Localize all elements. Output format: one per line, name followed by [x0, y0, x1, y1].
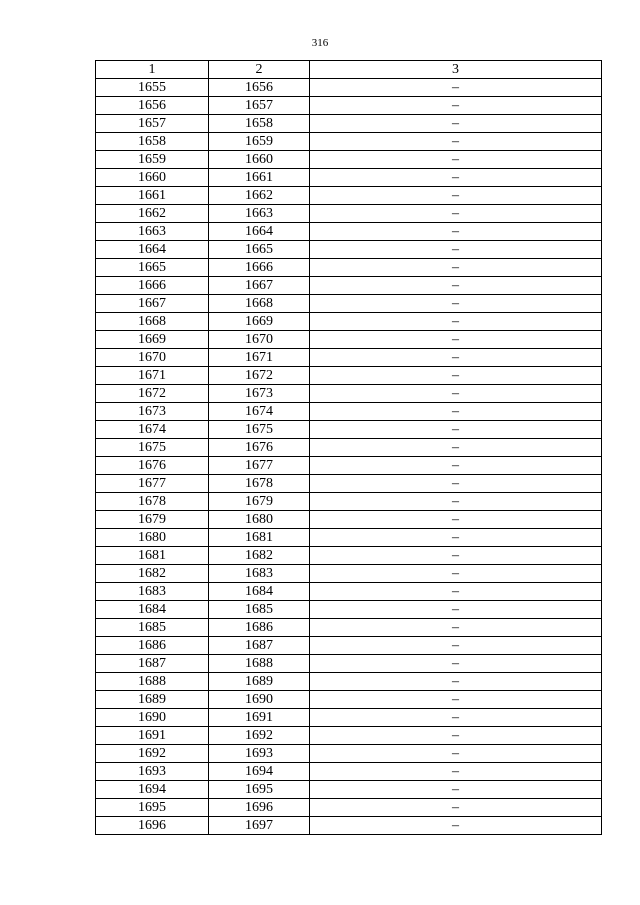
- table-row: [96, 763, 602, 781]
- table-cell-col-1: 1670: [96, 349, 209, 367]
- table-row: [96, 655, 602, 673]
- table-cell-col-1: 1681: [96, 547, 209, 565]
- table-cell-col-1: 1685: [96, 619, 209, 637]
- table-cell-col-3: –: [310, 385, 602, 403]
- table-cell-col-1: 1686: [96, 637, 209, 655]
- table-row: [96, 745, 602, 763]
- table-cell-col-3: –: [310, 709, 602, 727]
- table-cell-col-3: –: [310, 367, 602, 385]
- table-cell-col-3: –: [310, 457, 602, 475]
- table-row: [96, 313, 602, 331]
- table-cell-col-3: –: [310, 277, 602, 295]
- table-cell-col-2: 1675: [209, 421, 310, 439]
- table-body: [96, 79, 602, 835]
- table-cell-col-3: –: [310, 223, 602, 241]
- table-row: [96, 97, 602, 115]
- table-row: [96, 529, 602, 547]
- table-cell-col-2: 1676: [209, 439, 310, 457]
- table-cell-col-1: 1659: [96, 151, 209, 169]
- table-cell-col-2: 1660: [209, 151, 310, 169]
- table-cell-col-2: 1694: [209, 763, 310, 781]
- table-cell-col-2: 1696: [209, 799, 310, 817]
- table-cell-col-3: –: [310, 259, 602, 277]
- table-cell-col-2: 1658: [209, 115, 310, 133]
- table-cell-col-3: –: [310, 691, 602, 709]
- table-row: [96, 511, 602, 529]
- table-cell-col-3: –: [310, 313, 602, 331]
- table-row: [96, 493, 602, 511]
- table-cell-col-3: –: [310, 331, 602, 349]
- page-number: 316: [311, 37, 329, 49]
- data-table: [95, 60, 602, 835]
- table-row: [96, 151, 602, 169]
- table-cell-col-2: 1697: [209, 817, 310, 835]
- table-cell-col-2: 1673: [209, 385, 310, 403]
- table-cell-col-2: 1674: [209, 403, 310, 421]
- table-cell-col-2: 1657: [209, 97, 310, 115]
- table-row: [96, 601, 602, 619]
- table-cell-col-2: 1667: [209, 277, 310, 295]
- table-row: [96, 295, 602, 313]
- table-cell-col-1: 1667: [96, 295, 209, 313]
- table-row: [96, 799, 602, 817]
- table-cell-col-2: 1677: [209, 457, 310, 475]
- table-row: [96, 421, 602, 439]
- table-cell-col-1: 1671: [96, 367, 209, 385]
- table-cell-col-1: 1678: [96, 493, 209, 511]
- table-cell-col-3: –: [310, 619, 602, 637]
- table-cell-col-2: 1690: [209, 691, 310, 709]
- table-cell-col-3: –: [310, 565, 602, 583]
- table-cell-col-2: 1671: [209, 349, 310, 367]
- table-cell-col-1: 1668: [96, 313, 209, 331]
- table-cell-col-2: 1693: [209, 745, 310, 763]
- table-row: [96, 277, 602, 295]
- table-row: [96, 781, 602, 799]
- table-cell-col-1: 1696: [96, 817, 209, 835]
- table-row: [96, 619, 602, 637]
- table-row: [96, 457, 602, 475]
- table-cell-col-1: 1680: [96, 529, 209, 547]
- table-cell-col-1: 1661: [96, 187, 209, 205]
- table-cell-col-2: 1661: [209, 169, 310, 187]
- table-cell-col-1: 1692: [96, 745, 209, 763]
- table-cell-col-1: 1690: [96, 709, 209, 727]
- column-header-3: 3: [310, 61, 602, 79]
- column-header-1: 1: [96, 61, 209, 79]
- table-cell-col-1: 1687: [96, 655, 209, 673]
- table-row: [96, 169, 602, 187]
- table-cell-col-2: 1662: [209, 187, 310, 205]
- table-cell-col-3: –: [310, 817, 602, 835]
- table-cell-col-2: 1686: [209, 619, 310, 637]
- table-cell-col-1: 1684: [96, 601, 209, 619]
- table-cell-col-3: –: [310, 205, 602, 223]
- table-cell-col-3: –: [310, 79, 602, 97]
- table-cell-col-3: –: [310, 115, 602, 133]
- table-row: [96, 709, 602, 727]
- table-row: [96, 259, 602, 277]
- table-row: [96, 691, 602, 709]
- table-cell-col-3: –: [310, 673, 602, 691]
- table-row: [96, 367, 602, 385]
- table-cell-col-1: 1669: [96, 331, 209, 349]
- table-row: [96, 331, 602, 349]
- table-cell-col-1: 1657: [96, 115, 209, 133]
- table-row: [96, 403, 602, 421]
- table-row: [96, 475, 602, 493]
- table-row: [96, 241, 602, 259]
- table-cell-col-3: –: [310, 151, 602, 169]
- table-row: [96, 385, 602, 403]
- table-cell-col-1: 1658: [96, 133, 209, 151]
- table-cell-col-1: 1656: [96, 97, 209, 115]
- table-cell-col-3: –: [310, 727, 602, 745]
- table-row: [96, 133, 602, 151]
- table-cell-col-1: 1683: [96, 583, 209, 601]
- table-cell-col-3: –: [310, 637, 602, 655]
- table-cell-col-1: 1676: [96, 457, 209, 475]
- table-cell-col-3: –: [310, 655, 602, 673]
- table-cell-col-3: –: [310, 493, 602, 511]
- table-cell-col-2: 1669: [209, 313, 310, 331]
- table-cell-col-3: –: [310, 745, 602, 763]
- table-cell-col-1: 1675: [96, 439, 209, 457]
- table-cell-col-3: –: [310, 241, 602, 259]
- table-cell-col-2: 1683: [209, 565, 310, 583]
- table-cell-col-1: 1679: [96, 511, 209, 529]
- table-header: [96, 61, 602, 79]
- table-cell-col-1: 1693: [96, 763, 209, 781]
- table-cell-col-1: 1674: [96, 421, 209, 439]
- table-row: [96, 565, 602, 583]
- table-row: [96, 727, 602, 745]
- table-cell-col-1: 1666: [96, 277, 209, 295]
- table-cell-col-3: –: [310, 187, 602, 205]
- table-cell-col-2: 1695: [209, 781, 310, 799]
- table-cell-col-2: 1672: [209, 367, 310, 385]
- table-row: [96, 547, 602, 565]
- table-cell-col-3: –: [310, 601, 602, 619]
- table-cell-col-2: 1678: [209, 475, 310, 493]
- table-cell-col-3: –: [310, 349, 602, 367]
- table-cell-col-3: –: [310, 799, 602, 817]
- table-cell-col-2: 1682: [209, 547, 310, 565]
- table-cell-col-1: 1672: [96, 385, 209, 403]
- table-cell-col-1: 1695: [96, 799, 209, 817]
- table-cell-col-3: –: [310, 547, 602, 565]
- table-cell-col-3: –: [310, 295, 602, 313]
- table-cell-col-3: –: [310, 529, 602, 547]
- table-cell-col-2: 1659: [209, 133, 310, 151]
- table-cell-col-2: 1691: [209, 709, 310, 727]
- table-cell-col-2: 1688: [209, 655, 310, 673]
- table-cell-col-3: –: [310, 97, 602, 115]
- table-cell-col-1: 1660: [96, 169, 209, 187]
- table-cell-col-2: 1687: [209, 637, 310, 655]
- table-cell-col-3: –: [310, 781, 602, 799]
- table-cell-col-2: 1681: [209, 529, 310, 547]
- table-cell-col-1: 1655: [96, 79, 209, 97]
- table-cell-col-1: 1673: [96, 403, 209, 421]
- table-cell-col-1: 1688: [96, 673, 209, 691]
- column-header-2: 2: [209, 61, 310, 79]
- table-cell-col-3: –: [310, 421, 602, 439]
- table-cell-col-2: 1666: [209, 259, 310, 277]
- table-cell-col-1: 1664: [96, 241, 209, 259]
- table-cell-col-2: 1685: [209, 601, 310, 619]
- table-cell-col-2: 1656: [209, 79, 310, 97]
- table-row: [96, 205, 602, 223]
- table-row: [96, 349, 602, 367]
- table-cell-col-3: –: [310, 439, 602, 457]
- table-cell-col-3: –: [310, 763, 602, 781]
- header-row: [96, 61, 602, 79]
- table-cell-col-1: 1689: [96, 691, 209, 709]
- table-cell-col-1: 1691: [96, 727, 209, 745]
- table-cell-col-1: 1663: [96, 223, 209, 241]
- table-cell-col-3: –: [310, 403, 602, 421]
- table-cell-col-1: 1694: [96, 781, 209, 799]
- table-cell-col-2: 1668: [209, 295, 310, 313]
- table-cell-col-3: –: [310, 133, 602, 151]
- table-cell-col-2: 1664: [209, 223, 310, 241]
- table-cell-col-2: 1670: [209, 331, 310, 349]
- table-cell-col-2: 1680: [209, 511, 310, 529]
- table-cell-col-2: 1665: [209, 241, 310, 259]
- table-cell-col-3: –: [310, 475, 602, 493]
- table-row: [96, 817, 602, 835]
- table-row: [96, 637, 602, 655]
- table-row: [96, 187, 602, 205]
- table-cell-col-3: –: [310, 583, 602, 601]
- table-row: [96, 223, 602, 241]
- table-row: [96, 79, 602, 97]
- table-cell-col-2: 1679: [209, 493, 310, 511]
- table-row: [96, 439, 602, 457]
- table-row: [96, 583, 602, 601]
- table-cell-col-2: 1663: [209, 205, 310, 223]
- table-row: [96, 115, 602, 133]
- table-cell-col-1: 1677: [96, 475, 209, 493]
- table-cell-col-3: –: [310, 511, 602, 529]
- table-cell-col-1: 1662: [96, 205, 209, 223]
- table-cell-col-2: 1684: [209, 583, 310, 601]
- table-cell-col-3: –: [310, 169, 602, 187]
- table-cell-col-2: 1689: [209, 673, 310, 691]
- table-cell-col-1: 1682: [96, 565, 209, 583]
- table-cell-col-1: 1665: [96, 259, 209, 277]
- table-row: [96, 673, 602, 691]
- table-cell-col-2: 1692: [209, 727, 310, 745]
